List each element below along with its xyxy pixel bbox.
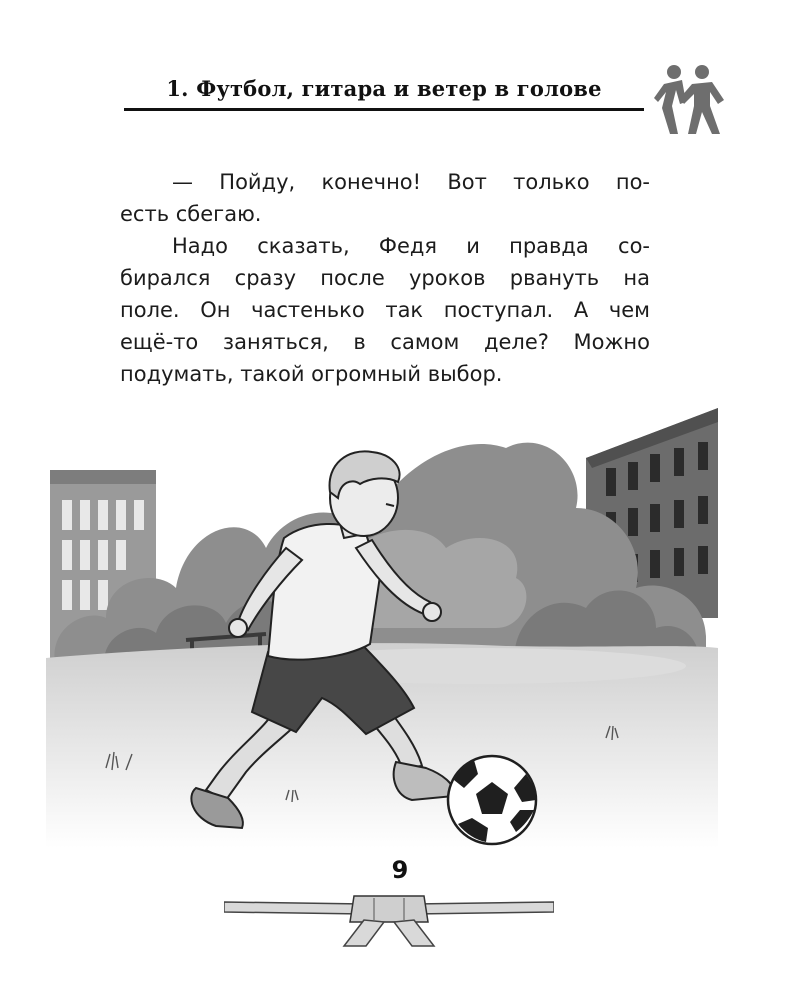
body-text [120, 166, 650, 390]
chapter-title: 1. Футбол, гитара и ветер в голове [166, 76, 602, 101]
text-line: Надо сказать, Федя и правда со- [172, 234, 650, 258]
boy-kicking-soccer-ball-illustration [46, 408, 718, 848]
text-line: поле. Он частенько так поступал. А чем [120, 298, 650, 322]
text-line: — Пойду, конечно! Вот только по- [172, 170, 650, 194]
text-line: есть сбегаю. [120, 202, 262, 226]
text-line: бирался сразу после уроков рвануть на [120, 266, 650, 290]
text-line: ещё-то заняться, в самом деле? Можно [120, 330, 650, 354]
page-number: 9 [391, 856, 409, 884]
text-line: подумать, такой огромный выбор. [120, 362, 503, 386]
karate-belt-knot-ornament [224, 892, 554, 948]
chapter-header [124, 72, 644, 111]
paragraph [120, 166, 650, 230]
two-runners-icon [654, 62, 726, 136]
paragraph [120, 230, 650, 390]
soccer-ball [448, 756, 536, 844]
